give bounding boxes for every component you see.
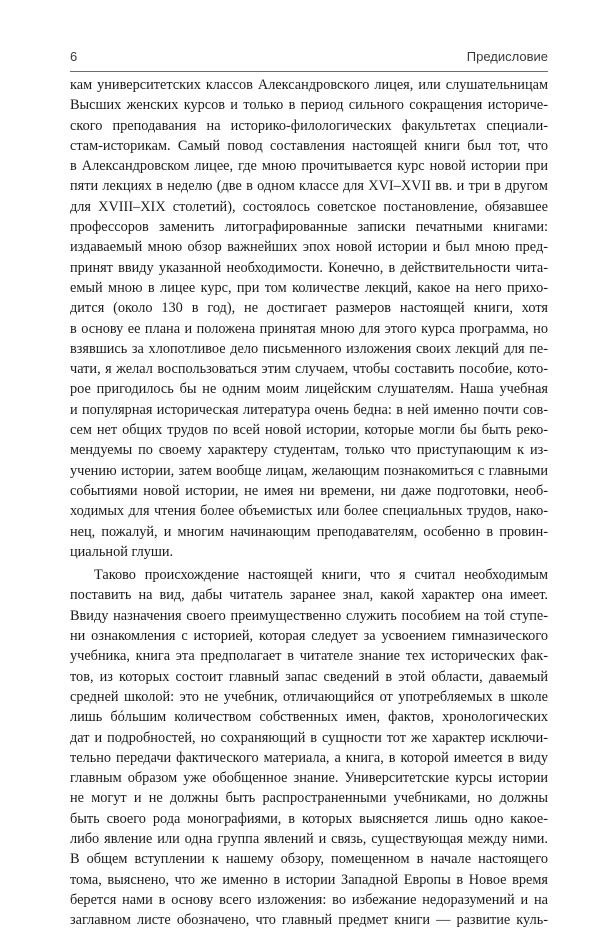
- text-line: в основу ее плана и положена принятая мною для этого курса программа, но: [70, 320, 548, 337]
- running-title: Предисловие: [466, 49, 548, 64]
- text-line: учению истории, затем вообще лицам, желающим познакомиться с главными: [70, 462, 548, 479]
- text-line: берется нами в основу всего изложения: во избежание недоразумений и на: [70, 891, 548, 908]
- text-line: ского преподавания на историко-филологических факультетах специали-: [70, 117, 548, 134]
- text-line: ходимых для чтения более объемистых или более специальных трудов, нако-: [70, 503, 548, 520]
- text-line: главным образом уже обобщенное знание. Университетские курсы истории: [70, 770, 548, 787]
- text-line: дится (около 130 в год), не достигает размеров настоящей книги, хотя: [70, 300, 548, 317]
- text-line: в Александровском лицее, где мною прочитывается курс новой истории при: [70, 158, 548, 175]
- text-line: учебника, книга эта предполагает в читателе знание тех исторических фак-: [70, 648, 548, 665]
- text-line: не могут и не должны быть распространенными учебниками, но должны: [70, 790, 548, 807]
- text-line: Таково происхождение настоящей книги, что я считал необходимым: [94, 567, 548, 584]
- running-header: [70, 47, 548, 69]
- text-line: стам-историкам. Самый повод составления настоящей книги был тот, что: [70, 137, 548, 154]
- text-line: либо явление или одна группа явлений и связь, существующая между ними.: [70, 830, 548, 847]
- text-line: кам университетских классов Александровского лицея, или слушательницам: [70, 77, 548, 93]
- header-rule: [70, 71, 548, 72]
- text-line: дат и подробностей, но сохраняющий в сущности тот же характер исключи-: [70, 729, 548, 746]
- text-line: чати, я желал воспользоваться этим случаем, чтобы составить пособие, кото-: [70, 361, 548, 378]
- text-line: быть своего рода монографиями, в которых выясняется лишь одно какое-: [70, 810, 548, 827]
- text-line: Высших женских курсов и только в период сильного сокращения историче-: [70, 97, 548, 114]
- text-line: циальной глуши.: [70, 543, 174, 560]
- text-line: средней школой: это не учебник, отличающийся от употребляемых в школе: [70, 688, 548, 705]
- text-line: ни ознакомления с историей, которая следует за усвоением гимназического: [70, 628, 548, 645]
- text-line: издаваемый мною обзор важнейших эпох новой истории и был мною пред-: [70, 239, 548, 256]
- text-line: заглавном листе обозначено, что главный предмет книги — развитие куль-: [70, 912, 548, 929]
- text-line: сем нет общих трудов по всей новой истории, которые могли бы быть реко-: [70, 422, 548, 439]
- text-line: принят ввиду указанной необходимости. Конечно, в действительности чита-: [70, 259, 548, 276]
- text-line: и популярная историческая литература очень бедна: в ней именно почти сов-: [70, 401, 548, 418]
- text-line: профессоров заменить литографированные записки печатными книгами:: [70, 219, 548, 236]
- text-line: для XVIII–XIX столетий), состоялось советское постановление, обязавшее: [70, 198, 548, 215]
- body-text: [70, 75, 548, 930]
- text-line: мендуемы по своему характеру студентам, только что приступающим к из-: [70, 442, 548, 459]
- text-line: взявшись за хлопотливое дело письменного изложения своих лекций для пе-: [70, 340, 548, 357]
- text-line: поставить на вид, дабы читатель заранее знал, какой характер она имеет.: [70, 587, 548, 604]
- text-line: Ввиду назначения своего преимущественно служить пособием на той ступе-: [70, 607, 548, 624]
- text-line: В общем вступлении к нашему обзору, помещенном в начале настоящего: [70, 851, 548, 868]
- page-number: 6: [70, 49, 78, 64]
- text-line: рое пригодилось бы не одним моим лицейским слушателям. Наша учебная: [70, 381, 548, 398]
- text-line: лишь бóльшим количеством собственных имен, фактов, хронологических: [70, 709, 548, 726]
- text-line: пяти лекциях в неделю (две в одном классе для XVI–XVII вв. и три в другом: [70, 178, 548, 195]
- text-line: тельно передачи фактического материала, а книга, в которой имеется в виду: [70, 749, 548, 766]
- text-line: тов, из которых состоит главный запас сведений в этой области, даваемый: [70, 668, 548, 685]
- text-line: нец, пожалуй, и многим начинающим преподавателям, особенно в провин-: [70, 523, 548, 540]
- text-line: емый мною в лицее курс, при том количестве лекций, какое на него прихо-: [70, 279, 548, 296]
- text-line: тома, выяснено, что же именно в истории Западной Европы в Новое время: [70, 871, 548, 888]
- text-line: событиями новой истории, не имея ни времени, ни даже подготовки, необ-: [70, 482, 548, 499]
